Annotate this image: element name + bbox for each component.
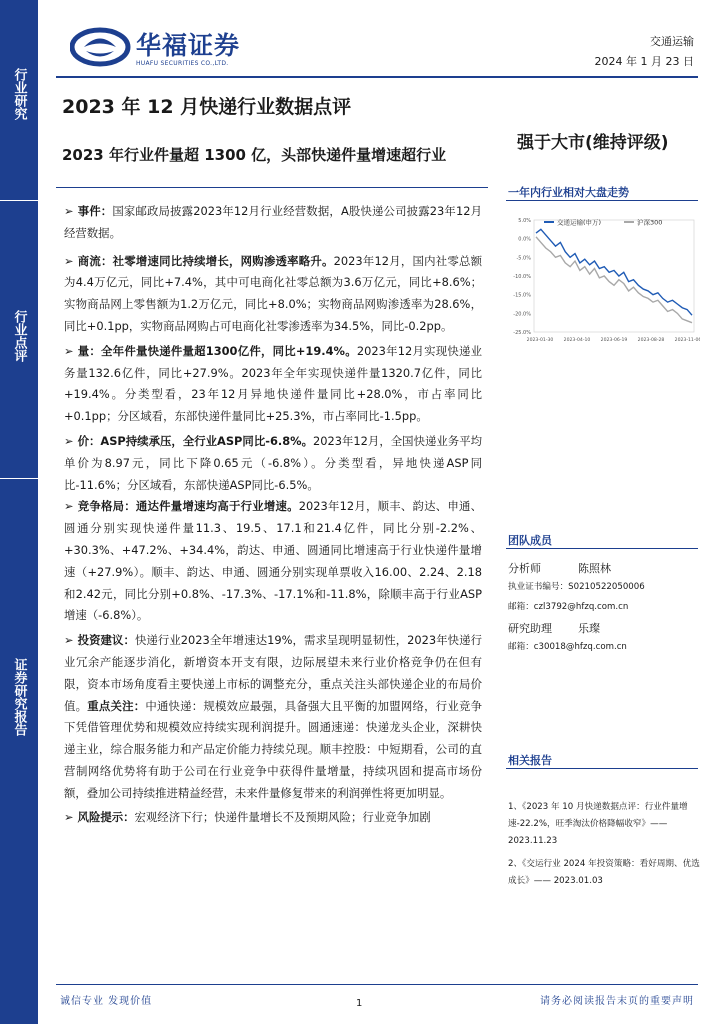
- assistant-name: 乐璨: [578, 622, 600, 635]
- para-lead: 商流：社零增速同比持续增长，网购渗透率略升。: [77, 253, 334, 268]
- para-lead: 竞争格局：通达件量增速均高于行业增速。: [77, 499, 299, 514]
- para-lead: 投资建议：: [77, 633, 135, 648]
- para-lead: 风险提示：: [77, 809, 135, 824]
- footer-slogan: 诚信专业 发现价值: [60, 996, 153, 1007]
- para-lead: 价：ASP持续承压，全行业ASP同比-6.8%。: [77, 433, 313, 448]
- x-tick-label: 2023-06-19: [600, 338, 628, 343]
- para-competition: [64, 496, 482, 627]
- assistant-row: [508, 620, 698, 638]
- bullet-icon: ➢: [64, 204, 74, 218]
- related-reports: [508, 799, 700, 890]
- legend-label-0: 交通运输(申万): [557, 218, 602, 227]
- y-tick-label: -5.0%: [516, 255, 531, 262]
- chart-plot-frame: [534, 220, 694, 332]
- industry-label: 交通运输: [650, 35, 694, 48]
- para-text: 宏观经济下行；快递件量增长不及预期风险；行业竞争加剧: [134, 809, 431, 824]
- header-meta: [595, 32, 694, 72]
- analyst-role: 分析师: [508, 562, 541, 575]
- sidebar-label-securities-report: 证券研究报告: [11, 658, 27, 736]
- y-tick-label: 5.0%: [518, 218, 531, 224]
- team-members: [508, 560, 698, 656]
- huafu-logo-icon: [70, 26, 132, 68]
- para-price: [64, 431, 482, 496]
- para-text: 快递行业2023全年增速达19%，需求呈现明显韧性，2023年快递行业冗余产能逐步消化，新增资本开支有限，边际展望未来行业价格竞争仍在但有限，资本市场角度看主要快递上市标的调整充分，重点关注头部快递企业的布局价值。: [64, 633, 482, 713]
- brand-name-cn: 华福证券: [136, 31, 241, 60]
- footer-rule: [56, 984, 698, 985]
- bullet-icon: ➢: [64, 253, 74, 268]
- page-number: 1: [356, 998, 363, 1009]
- assistant-email: 邮箱：c30018@hfzq.com.cn: [508, 642, 627, 652]
- related-section-rule: [506, 768, 698, 769]
- sidebar-divider: [0, 200, 38, 201]
- para-investment: [64, 630, 482, 804]
- para-event: [64, 201, 482, 245]
- report-title: 2023 年 12 月快递行业数据点评: [62, 96, 352, 118]
- related-report-1[interactable]: 1、《2023 年 10 月快递数据点评：行业件量增速-22.2%，旺季淘汰价格降幅收窄》—— 2023.11.23: [508, 802, 688, 846]
- related-report-2[interactable]: 2、《交运行业 2024 年投资策略：看好周期、优选成长》—— 2023.01.03: [508, 859, 700, 886]
- sidebar-label-industry-review: 行业点评: [11, 310, 27, 362]
- y-tick-label: -25.0%: [513, 330, 531, 336]
- analyst-email: 邮箱：czl3792@hfzq.com.cn: [508, 602, 629, 612]
- x-tick-label: 2023-01-30: [526, 338, 554, 343]
- report-date: 2024 年 1 月 23 日: [594, 55, 694, 68]
- y-tick-label: -10.0%: [513, 274, 531, 280]
- para-text: 2023年12月实现快递业务量132.6亿件，同比+27.9%。2023年全年实现快递件量1320.7亿件，同比+19.4%。分类型看，23年12月异地快递件量同比+28.0%，市占率同比+0.1pp；分区域看，东部快递件量同比+25.3%，市占率同比-1.5pp。: [64, 343, 483, 424]
- bullet-icon: ➢: [64, 499, 74, 514]
- para-text: 2023年12月，全国快递业务平均单价为8.97元，同比下降0.65元（-6.8%）。分类型看，异地快递ASP同比-11.6%；分区域看，东部快递ASP同比-6.5%。: [64, 433, 482, 492]
- report-body: [64, 201, 482, 828]
- chart-svg: [508, 210, 700, 348]
- para-volume: [64, 341, 482, 428]
- para-commerce: [64, 251, 482, 338]
- analyst-name: 陈照林: [578, 562, 611, 575]
- analyst-row: [508, 560, 698, 578]
- x-tick-label: 2023-11-06: [674, 338, 700, 343]
- series-line-0: [536, 229, 692, 315]
- analyst-cert: 执业证书编号：S0210522050006: [508, 582, 645, 592]
- bullet-icon: ➢: [64, 433, 74, 448]
- bullet-icon: ➢: [64, 633, 74, 648]
- brand-name-en: HUAFU SECURITIES CO.,LTD.: [136, 60, 229, 67]
- para-text: 中通快递：规模效应最强，具备强大且平衡的加盟网络，行业竞争下凭借管理优势和规模效应持续实现利润提升。圆通速递：快递龙头企业，深耕快递主业，综合服务能力和产品定价能力持续兑现。顺丰控股：中短期看，公司的直营制网络优势将有助于公司在行业竞争中获得件量增量，持续巩固和提高市场份额，叠加公司持续推进精益经营，未来件量修复带来的利润弹性将更加明显。: [64, 698, 482, 800]
- title-rule: [56, 187, 488, 188]
- assistant-role: 研究助理: [508, 622, 552, 635]
- chart-section-title: 一年内行业相对大盘走势: [508, 186, 629, 199]
- para-risk: [64, 807, 482, 829]
- legend-label-1: 沪深300: [637, 218, 663, 227]
- report-rating: 强于大市(维持评级): [517, 133, 669, 153]
- bullet-icon: ➢: [64, 343, 74, 358]
- para-lead: 量：全年件量快递件量超1300亿件，同比+19.4%。: [77, 343, 357, 358]
- y-tick-label: -15.0%: [513, 292, 531, 299]
- team-section-title: 团队成员: [508, 534, 552, 547]
- team-section-rule: [506, 548, 698, 549]
- x-tick-label: 2023-04-10: [563, 338, 591, 343]
- y-tick-label: 0.0%: [518, 236, 531, 243]
- series-line-1: [536, 237, 692, 323]
- para-text: 2023年12月，顺丰、韵达、申通、圆通分别实现快递件量11.3、19.5、17.1和21.4亿件，同比分别-2.2%、+30.3%、+47.2%、+34.4%，韵达、申通、圆通同比增速高于行业快递件量增速（+27.9%）。顺丰、韵达、申通、圆通分别实现单票收入16.00、2.24、2.18和2.42元，同比分别+0.8%、-17.3%、-17.1%和-11.8%，除顺丰高于行业ASP增速（-6.8%）。: [64, 499, 482, 623]
- chart-section-rule: [506, 200, 698, 201]
- para-text: 2023年12月，国内社零总额为4.4万亿元，同比+7.4%，其中可电商化社零总额为3.6万亿元，同比+8.6%；实物商品网上零售额为1.2万亿元，同比+8.0%；实物商品网购渗透率为28.6%，同比+0.1pp，实物商品网购占可电商化社零渗透率为34.5%，同比-0.2pp。: [64, 253, 482, 333]
- company-logo: [70, 22, 270, 74]
- related-section-title: 相关报告: [508, 754, 552, 767]
- para-lead: 事件：: [77, 204, 113, 218]
- para-text: 国家邮政局披露2023年12月行业经营数据，A股快递公司披露23年12月经营数据。: [64, 204, 482, 240]
- report-subtitle: 2023 年行业件量超 1300 亿，头部快递件量增速超行业: [62, 146, 447, 164]
- relative-performance-chart: [508, 210, 700, 348]
- sidebar-divider: [0, 478, 38, 479]
- bullet-icon: ➢: [64, 809, 74, 824]
- x-tick-label: 2023-08-28: [637, 338, 665, 343]
- footer-disclaimer: 请务必阅读报告末页的重要声明: [540, 996, 694, 1007]
- sidebar-label-industry-research: 行业研究: [11, 68, 27, 120]
- header-rule: [56, 76, 698, 78]
- para-focus: 重点关注：: [87, 698, 146, 713]
- y-tick-label: -20.0%: [513, 311, 531, 318]
